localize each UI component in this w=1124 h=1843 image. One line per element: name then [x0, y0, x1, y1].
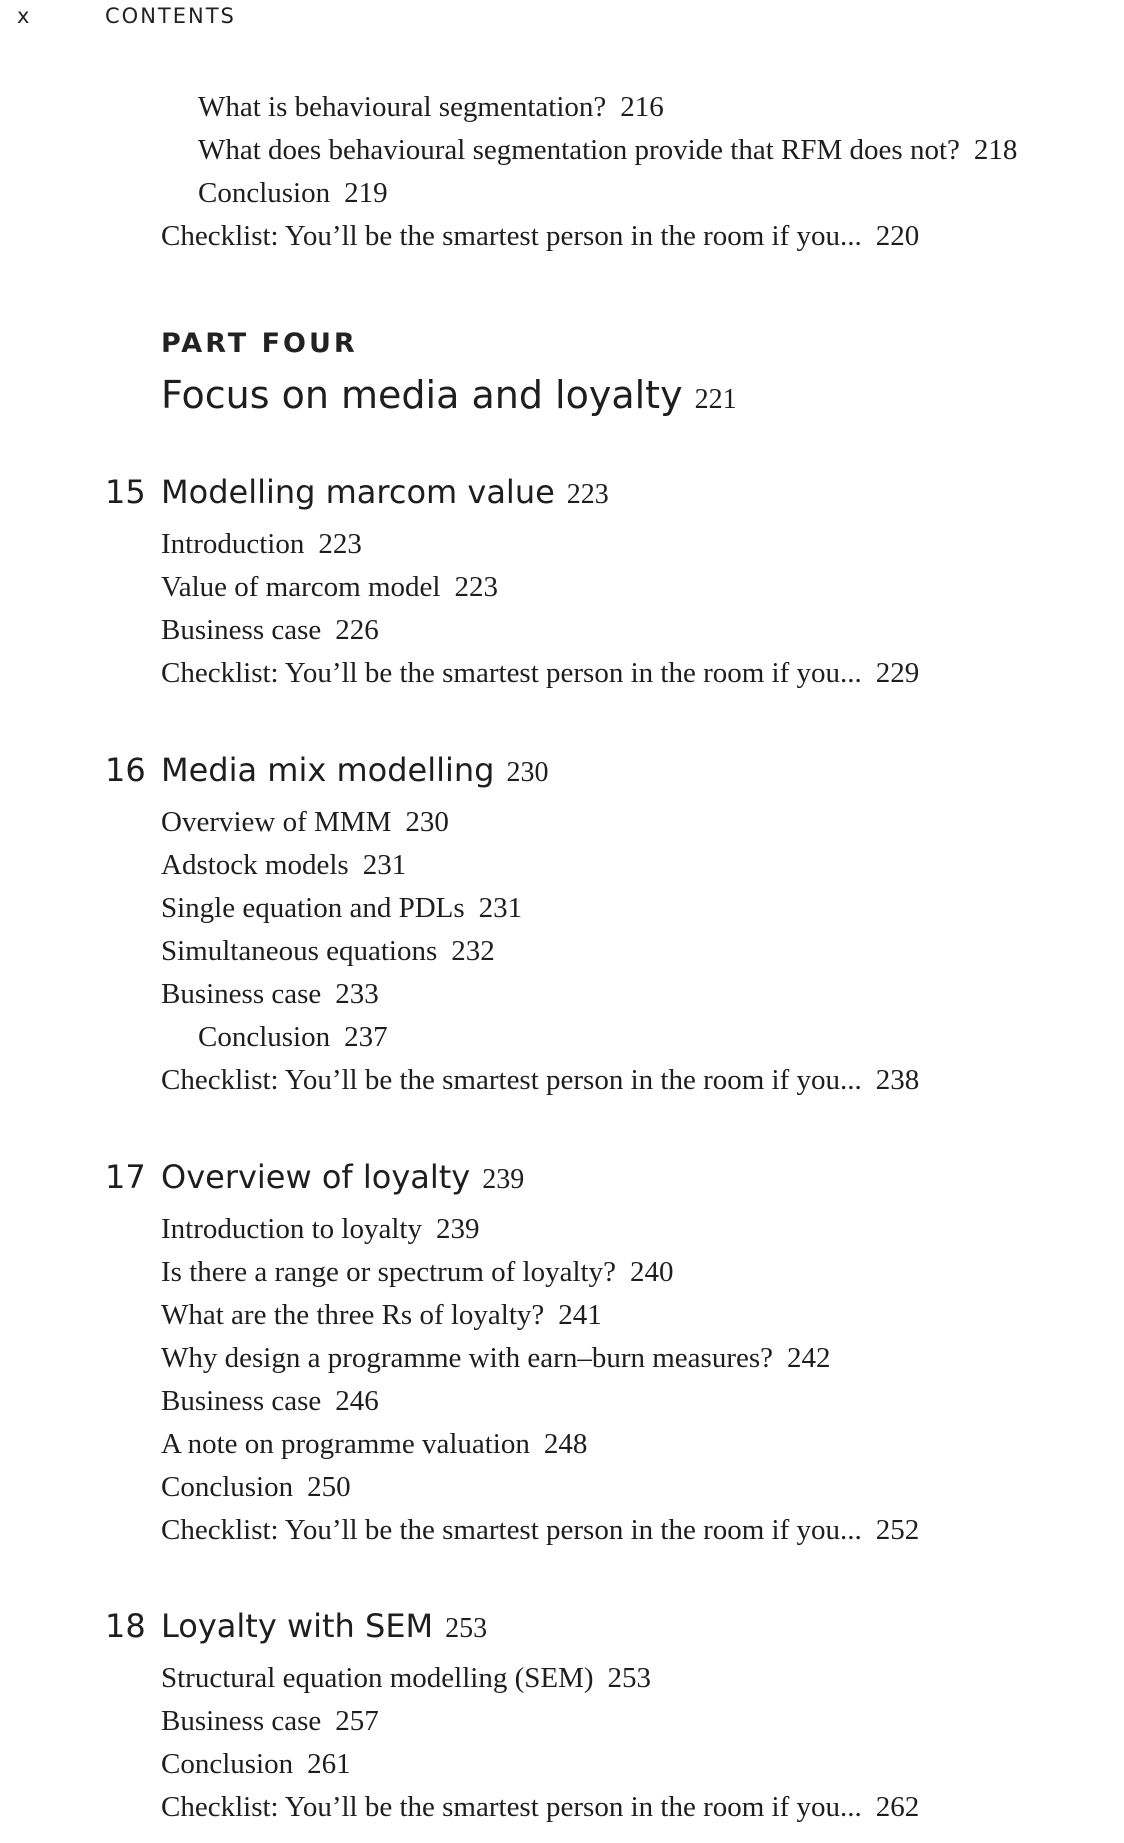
running-head-label: CONTENTS [105, 4, 236, 28]
toc-entry[interactable] [161, 569, 498, 605]
toc-entry-title: Introduction [161, 528, 305, 560]
toc-entry[interactable] [161, 612, 379, 648]
chapter-heading[interactable] [105, 750, 548, 793]
toc-entry[interactable] [161, 1340, 831, 1376]
toc-entry[interactable] [161, 1383, 379, 1419]
toc-entry[interactable] [161, 1062, 919, 1098]
toc-entry-title: Conclusion [198, 1021, 331, 1053]
toc-entry-page: 240 [629, 1256, 674, 1288]
toc-entry-title: A note on programme valuation [161, 1428, 530, 1460]
toc-entry-title: Business case [161, 1705, 322, 1737]
chapter-title: Media mix modelling [161, 751, 495, 789]
toc-entry[interactable] [198, 175, 388, 211]
toc-entry[interactable] [161, 1254, 673, 1290]
chapter-title: Overview of loyalty [161, 1158, 471, 1196]
chapter-page: 230 [506, 757, 549, 788]
chapter-number: 17 [105, 1158, 146, 1196]
toc-entry-title: Business case [161, 978, 322, 1010]
toc-entry-page: 257 [335, 1705, 379, 1737]
toc-entry-page: 261 [307, 1748, 351, 1780]
toc-entry-title: Overview of MMM [161, 806, 392, 838]
toc-entry[interactable] [161, 847, 406, 883]
toc-entry-title: Adstock models [161, 849, 349, 881]
chapter-number: 16 [105, 751, 146, 789]
toc-entry[interactable] [161, 1512, 919, 1548]
toc-entry[interactable] [198, 1019, 388, 1055]
chapter-heading[interactable] [105, 1157, 524, 1200]
toc-entry[interactable] [161, 1660, 651, 1696]
toc-entry[interactable] [161, 655, 919, 691]
chapter-page: 239 [482, 1164, 525, 1195]
toc-entry[interactable] [161, 1426, 587, 1462]
toc-entry-page: 248 [543, 1428, 588, 1460]
toc-entry[interactable] [161, 804, 449, 840]
toc-entry-title: What are the three Rs of loyalty? [161, 1299, 545, 1331]
toc-entry-page: 229 [875, 657, 920, 689]
chapter-title: Loyalty with SEM [161, 1607, 434, 1645]
toc-entry[interactable] [161, 1469, 351, 1505]
toc-entry[interactable] [161, 1297, 602, 1333]
chapter-number: 15 [105, 473, 146, 511]
part-title-text: Focus on media and loyalty [161, 373, 683, 417]
toc-entry-page: 239 [435, 1213, 480, 1245]
toc-entry-page: 237 [344, 1021, 388, 1053]
toc-entry[interactable] [161, 1703, 379, 1739]
toc-entry-title: Value of marcom model [161, 571, 441, 603]
toc-entry-page: 223 [454, 571, 498, 603]
toc-entry-title: Business case [161, 1385, 322, 1417]
toc-entry-page: 242 [787, 1342, 831, 1374]
toc-entry-title: Introduction to loyalty [161, 1213, 422, 1245]
running-head [0, 4, 1124, 34]
toc-entry[interactable] [161, 1211, 479, 1247]
toc-entry[interactable] [161, 526, 362, 562]
toc-entry-page: 238 [875, 1064, 920, 1096]
toc-entry-title: Checklist: You’ll be the smartest person in the room if you... [161, 1791, 862, 1823]
toc-entry-title: Structural equation modelling (SEM) [161, 1662, 594, 1694]
toc-entry-page: 241 [558, 1299, 602, 1331]
chapter-title: Modelling marcom value [161, 473, 555, 511]
toc-entry[interactable] [198, 89, 664, 125]
toc-entry-page: 231 [478, 892, 523, 924]
toc-entry[interactable] [198, 132, 1017, 168]
chapter-number: 18 [105, 1607, 146, 1645]
toc-entry-title: Conclusion [161, 1471, 294, 1503]
part-title[interactable] [161, 372, 737, 423]
toc-entry-page: 218 [973, 134, 1018, 166]
toc-entry-title: What is behavioural segmentation? [198, 91, 607, 123]
chapter-heading[interactable] [105, 472, 609, 515]
toc-entry[interactable] [161, 1746, 351, 1782]
toc-entry-title: Conclusion [198, 177, 331, 209]
toc-entry-page: 253 [607, 1662, 652, 1694]
toc-entry-title: Checklist: You’ll be the smartest person in the room if you... [161, 657, 862, 689]
part-label: PART FOUR [161, 328, 358, 359]
chapter-page: 223 [566, 479, 609, 510]
toc-entry-title: Business case [161, 614, 322, 646]
toc-entry[interactable] [161, 1789, 919, 1825]
toc-entry-title: Checklist: You’ll be the smartest person in the room if you... [161, 220, 862, 252]
chapter-page: 253 [445, 1613, 488, 1644]
toc-entry-page: 262 [875, 1791, 920, 1823]
toc-entry-title: Conclusion [161, 1748, 294, 1780]
toc-entry-title: Checklist: You’ll be the smartest person in the room if you... [161, 1514, 862, 1546]
toc-entry-title: Single equation and PDLs [161, 892, 465, 924]
toc-entry-title: What does behavioural segmentation provide that RFM does not? [198, 134, 960, 166]
toc-entry-page: 233 [335, 978, 379, 1010]
toc-entry-title: Is there a range or spectrum of loyalty? [161, 1256, 616, 1288]
toc-entry[interactable] [161, 933, 495, 969]
toc-entry-page: 216 [620, 91, 664, 123]
part-title-page: 221 [694, 384, 737, 415]
toc-entry-title: Simultaneous equations [161, 935, 438, 967]
toc-entry-page: 219 [344, 177, 388, 209]
toc-entry-page: 231 [362, 849, 407, 881]
toc-entry-title: Why design a programme with earn–burn measures? [161, 1342, 774, 1374]
toc-entry-page: 226 [335, 614, 379, 646]
toc-entry[interactable] [161, 976, 379, 1012]
toc-entry-page: 232 [451, 935, 495, 967]
toc-entry-page: 223 [318, 528, 362, 560]
toc-entry-title: Checklist: You’ll be the smartest person in the room if you... [161, 1064, 862, 1096]
toc-entry-page: 252 [875, 1514, 920, 1546]
toc-entry-page: 246 [335, 1385, 379, 1417]
page-folio: x [17, 4, 32, 28]
toc-entry-page: 220 [875, 220, 920, 252]
toc-entry[interactable] [161, 890, 522, 926]
toc-entry[interactable] [161, 218, 919, 254]
toc-entry-page: 230 [405, 806, 449, 838]
chapter-heading[interactable] [105, 1606, 487, 1649]
toc-entry-page: 250 [307, 1471, 351, 1503]
